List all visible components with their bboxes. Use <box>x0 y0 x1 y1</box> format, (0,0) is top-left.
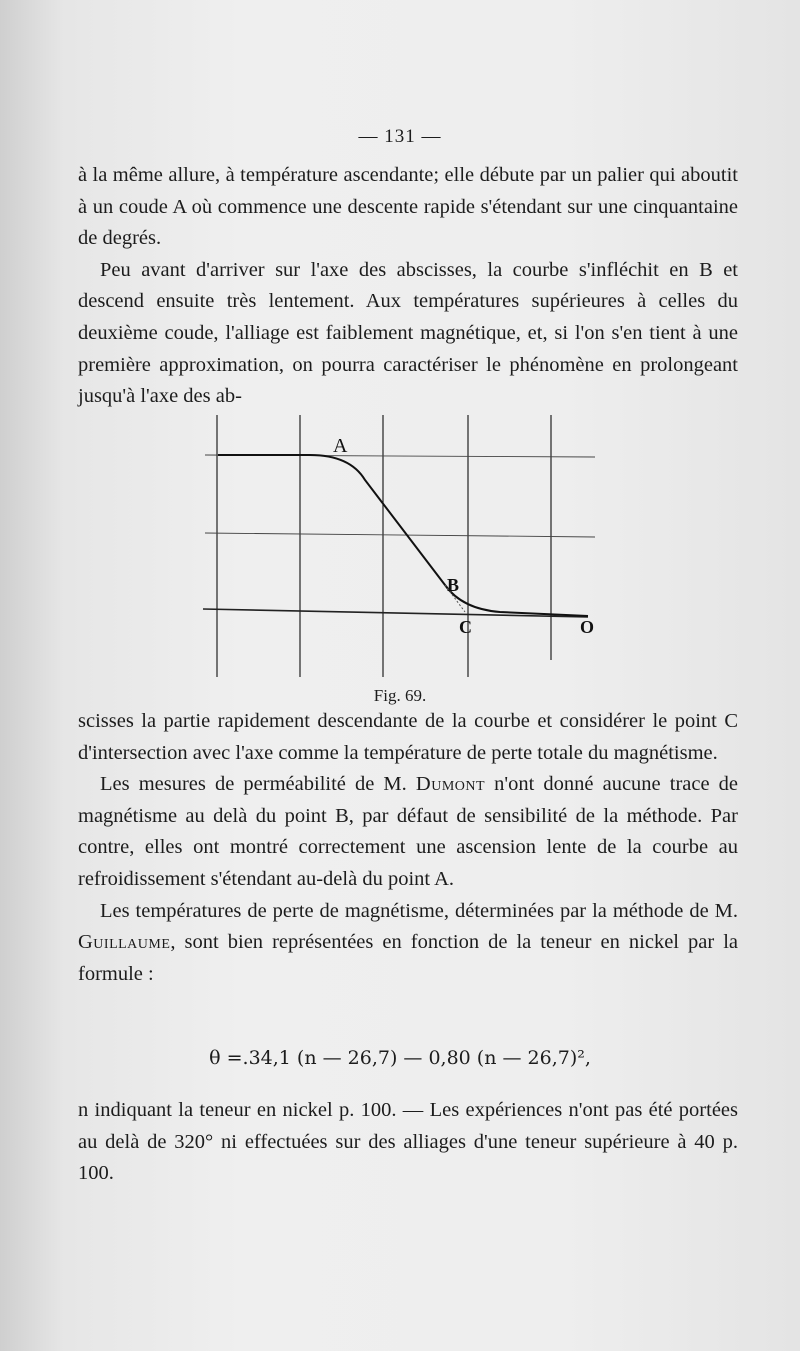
horizontal-gridline <box>205 533 595 537</box>
label-o: O <box>580 617 595 637</box>
paragraph-4-text-a: Les mesures de perméabilité de M. <box>100 773 407 796</box>
magnetism-curve-diagram <box>200 405 610 685</box>
formula-lhs: θ <box>209 1047 221 1069</box>
label-a: A <box>333 435 348 457</box>
figure-69 <box>200 405 610 685</box>
page-number: — 131 — <box>358 126 442 147</box>
paragraph-6: n indiquant la teneur en nickel p. 100. — Les expériences n'ont pas été portées au delà de 320° ni effectuées sur des alliages d'une teneur supérieure à 40 p. 100. <box>78 1099 738 1185</box>
paragraph-4-text-b: n'ont donné aucune trace de magnétisme au delà du point B, par défaut de sensibilité de la méthode. Par contre, elles ont montré correctement une ascension lente de la courbe au refroidissement s'étendant au-delà du point A. <box>78 773 739 890</box>
paragraph-5 <box>78 896 738 991</box>
label-b: B <box>447 575 460 595</box>
formula <box>0 1047 800 1069</box>
paragraph-5-text-b: , sont bien représentées en fonction de la teneur en nickel par la formule : <box>78 931 738 985</box>
paragraph-3: scisses la partie rapidement descendante de la courbe et considérer le point C d'intersection avec l'axe comme la température de perte totale du magnétisme. <box>78 710 738 764</box>
text-block-last <box>78 1095 738 1190</box>
text-block-bottom <box>78 706 738 990</box>
formula-rhs: =.34,1 (n — 26,7) — 0,80 (n — 26,7)², <box>226 1047 591 1069</box>
figure-caption: Fig. 69. <box>373 686 427 705</box>
paragraph-5-text-a: Les températures de perte de magnétisme, déterminées par la méthode de M. <box>100 899 738 922</box>
magnetism-curve <box>218 455 588 616</box>
label-c: C <box>459 617 472 637</box>
paragraph-1: à la même allure, à température ascendante; elle débute par un palier qui aboutit à un coude A où commence une descente rapide s'étendant sur une cinquantaine de degrés. <box>78 164 738 250</box>
author-name-guillaume: Guillaume <box>78 931 171 954</box>
author-name-dumont: Dumont <box>415 773 486 796</box>
text-block-top <box>78 160 738 413</box>
paragraph-2: Peu avant d'arriver sur l'axe des abscisses, la courbe s'infléchit en B et descend ensuite très lentement. Aux températures supérieures à celles du deuxième coude, l'alliage est faiblement magnétique, et, si l'on s'en tient à une première approximation, on pourra caractériser le phénomène en prolongeant jusqu'à l'axe des ab- <box>78 258 738 408</box>
paragraph-4 <box>78 769 738 895</box>
